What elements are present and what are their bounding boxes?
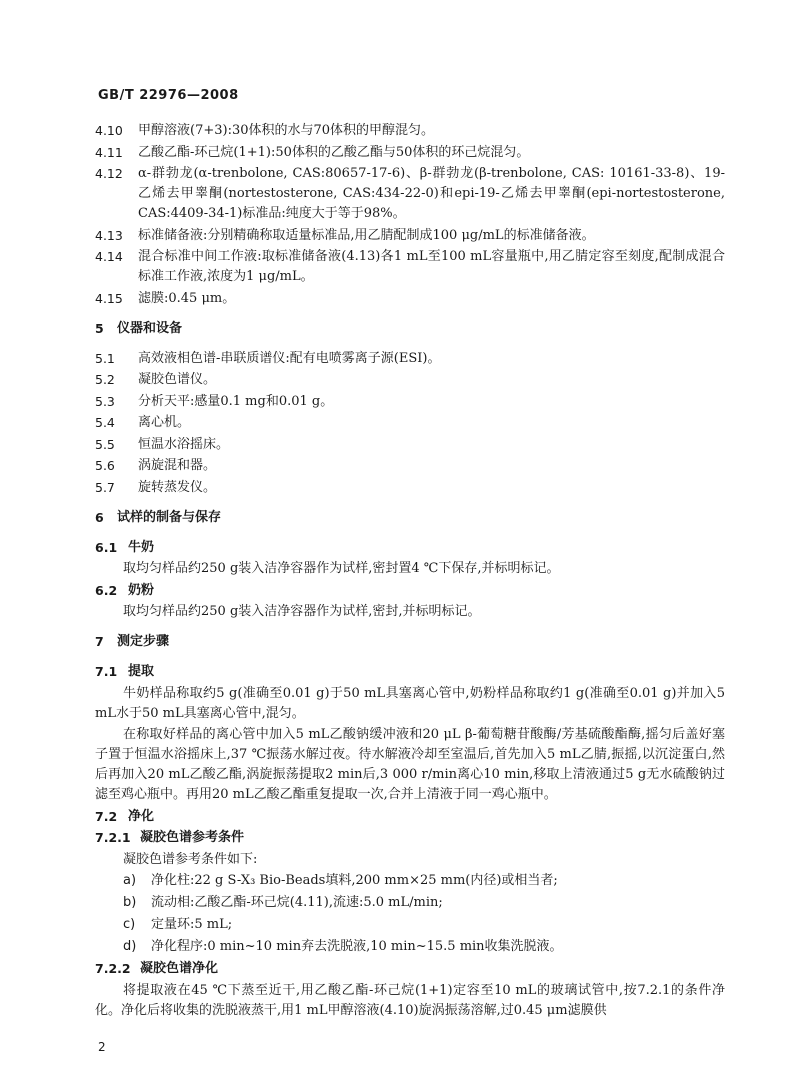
clause-number: 7.1 (95, 664, 118, 679)
clause-number: 7.2.2 (95, 961, 131, 976)
clause-7-1-paragraph-2: 在称取好样品的离心管中加入5 mL乙酸钠缓冲液和20 μL β-葡萄糖苷酸酶/芳基硫酸酯酶,摇匀后盖好塞子置于恒温水浴摇床上,37 ℃振荡水解过夜。待水解液冷却至室温后,首先加入5 mL乙腈,振摇,以沉淀蛋白,然后再加入20 mL乙酸乙酯,涡旋振荡提取2 min后,3 000 r/min离心10 min,移取上清液通过5 g无水硫酸钠过滤至鸡心瓶中。再用20 mL乙酸乙酯重复提取一次,合并上清液于同一鸡心瓶中。 (95, 727, 725, 802)
clause-text: α-群勃龙(α-trenbolone, CAS:80657-17-6)、β-群勃龙(β-trenbolone, CAS: 10161-33-8)、19-乙烯去甲睾酮(nortestosterone, CAS:434-22-0)和epi-19-乙烯去甲睾酮(epi-nortestosterone, CAS:4409-34-1)标准品:纯度大于等于98%。 (138, 166, 725, 221)
list-item (95, 871, 725, 891)
clause-text: 混合标准中间工作液:取标准储备液(4.13)各1 mL至100 mL容量瓶中,用乙腈定容至刻度,配制成混合标准工作液,浓度为1 μg/mL。 (138, 249, 725, 284)
clause-5-7 (95, 478, 725, 498)
clause-text: 离心机。 (138, 415, 191, 430)
clause-number: 6.1 (95, 539, 118, 555)
list-text: 流动相:乙酸乙酯-环己烷(4.11),流速:5.0 mL/min; (151, 895, 443, 910)
clause-text: 标准储备液:分别精确称取适量标准品,用乙腈配制成100 μg/mL的标准储备液。 (138, 227, 595, 243)
list-text: 定量环:5 mL; (151, 917, 233, 932)
clause-5-3 (95, 392, 725, 412)
list-item (95, 893, 725, 913)
list-marker: a) (123, 873, 137, 888)
clause-number: 6.2 (95, 582, 118, 598)
section-title: 测定步骤 (117, 634, 170, 649)
clause-6-2-text: 取均匀样品约250 g装入洁净容器作为试样,密封,并标明标记。 (123, 604, 481, 619)
clause-title: 凝胶色谱净化 (140, 961, 219, 976)
clause-6-2-heading (95, 581, 725, 601)
clause-title: 提取 (128, 664, 155, 679)
clause-number: 4.11 (95, 144, 123, 160)
list-marker: d) (123, 939, 137, 954)
list-text: 净化程序:0 min~10 min弃去洗脱液,10 min~15.5 min收集洗脱液。 (151, 939, 563, 954)
clause-7-1-paragraph-1: 牛奶样品称取约5 g(准确至0.01 g)于50 mL具塞离心管中,奶粉样品称取约1 g(准确至0.01 g)并加入5 mL水于50 mL具塞离心管中,混匀。 (95, 685, 725, 721)
list-item (95, 937, 725, 957)
section-title: 仪器和设备 (117, 320, 183, 336)
clause-5-4 (95, 413, 725, 433)
clause-number: 4.10 (95, 123, 123, 138)
clause-6-1-heading (95, 538, 725, 558)
clause-6-1-text: 取均匀样品约250 g装入洁净容器作为试样,密封置4 ℃下保存,并标明标记。 (123, 561, 560, 576)
clause-number: 4.15 (95, 290, 123, 306)
clause-text: 凝胶色谱仪。 (138, 372, 217, 387)
clause-number: 5.6 (95, 458, 115, 473)
clause-number: 4.14 (95, 249, 123, 264)
clause-7-2-2-paragraph: 将提取液在45 ℃下蒸至近干,用乙酸乙酯-环己烷(1+1)定容至10 mL的玻璃试管中,按7.2.1的条件净化。净化后将收集的洗脱液蒸干,用1 mL甲醇溶液(4.10)旋涡振荡溶解,过0.45 μm滤膜供 (95, 982, 725, 1018)
clause-title: 凝胶色谱参考条件 (140, 830, 245, 845)
clause-4-12 (95, 164, 725, 224)
clause-number: 7.2 (95, 808, 118, 824)
clause-text: 涡旋混和器。 (138, 458, 217, 473)
section-title: 试样的制备与保存 (117, 509, 222, 525)
section-number: 6 (95, 509, 104, 525)
section-7-heading (95, 632, 725, 652)
clause-text: 高效液相色谱-串联质谱仪:配有电喷雾离子源(ESI)。 (138, 350, 441, 366)
list-text: 净化柱:22 g S-X₃ Bio-Beads填料,200 mm×25 mm(内径)或相当者; (151, 873, 558, 888)
clause-5-2 (95, 370, 725, 390)
clause-title: 牛奶 (128, 539, 155, 555)
list-marker: c) (123, 917, 136, 932)
clause-4-11 (95, 143, 725, 163)
clause-number: 5.7 (95, 479, 115, 495)
list-item (95, 915, 725, 935)
clause-4-14 (95, 247, 725, 287)
clause-number: 5.2 (95, 372, 115, 387)
section-5-heading (95, 319, 725, 339)
clause-text: 分析天平:感量0.1 mg和0.01 g。 (138, 393, 334, 409)
clause-title: 奶粉 (128, 582, 155, 598)
clause-7-2-1-intro: 凝胶色谱参考条件如下: (123, 851, 258, 867)
clause-number: 5.4 (95, 415, 115, 430)
list-marker: b) (123, 895, 137, 910)
clause-number: 5.5 (95, 436, 115, 452)
clause-4-15 (95, 289, 725, 309)
body-text (95, 121, 725, 1022)
clause-number: 5.3 (95, 393, 115, 409)
section-number: 5 (95, 320, 104, 336)
clause-7-1-heading (95, 662, 725, 682)
clause-number: 5.1 (95, 350, 115, 366)
clause-text: 甲醇溶液(7+3):30体积的水与70体积的甲醇混匀。 (138, 123, 435, 138)
clause-7-2-heading (95, 807, 725, 827)
clause-number: 7.2.1 (95, 830, 131, 845)
clause-4-13 (95, 226, 725, 246)
standard-number: GB/T 22976—2008 (98, 88, 239, 103)
clause-number: 4.13 (95, 227, 123, 243)
clause-text: 恒温水浴摇床。 (138, 436, 230, 452)
section-6-heading (95, 508, 725, 528)
page-number: 2 (98, 1040, 106, 1054)
section-number: 7 (95, 634, 104, 649)
clause-5-5 (95, 435, 725, 455)
clause-text: 旋转蒸发仪。 (138, 479, 217, 495)
clause-4-10 (95, 121, 725, 141)
clause-7-2-1-heading (95, 828, 725, 848)
clause-5-1 (95, 349, 725, 369)
clause-text: 乙酸乙酯-环己烷(1+1):50体积的乙酸乙酯与50体积的环己烷混匀。 (138, 144, 530, 160)
clause-text: 滤膜:0.45 μm。 (138, 290, 236, 306)
clause-title: 净化 (128, 808, 155, 824)
clause-number: 4.12 (95, 166, 123, 181)
clause-7-2-2-heading (95, 959, 725, 979)
clause-5-6 (95, 456, 725, 476)
